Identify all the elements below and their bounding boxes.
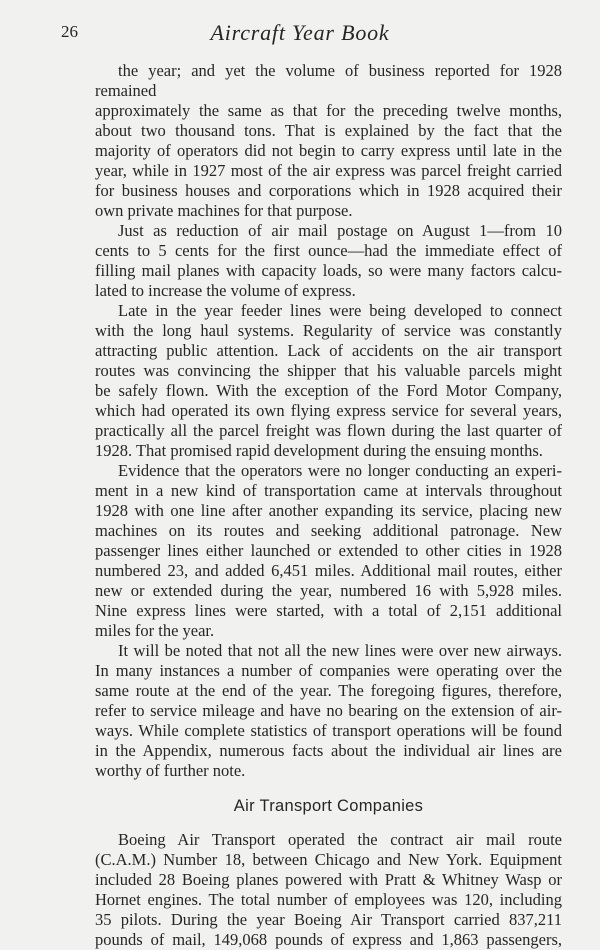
text-line: worthy of further note. <box>95 761 246 780</box>
text-line: be safely flown. With the exception of the Ford Motor Company, <box>95 381 562 400</box>
body-paragraphs <box>95 61 562 781</box>
text-line: miles for the year. <box>95 621 215 640</box>
paragraph <box>95 830 562 950</box>
text-line: in the Appendix, numerous facts about the individual air lines are <box>95 741 562 760</box>
paragraph <box>95 61 562 221</box>
page-header <box>60 22 540 46</box>
running-head: Aircraft Year Book <box>210 20 390 45</box>
paragraph <box>95 461 562 641</box>
text-line: Just as reduction of air mail postage on August 1—from 10 <box>118 221 562 240</box>
text-line: Boeing Air Transport operated the contract air mail route <box>118 830 562 849</box>
text-line: approximately the same as that for the preceding twelve months, <box>95 101 562 120</box>
text-line: 35 pilots. During the year Boeing Air Transport carried 837,211 <box>95 910 562 929</box>
text-line: 1928 with one line after another expanding its service, placing new <box>95 501 562 520</box>
section-paragraphs <box>95 830 562 950</box>
text-line: for business houses and corporations which in 1928 acquired their <box>95 181 562 200</box>
text-line: (C.A.M.) Number 18, between Chicago and New York. Equipment <box>95 850 562 869</box>
text-line: Evidence that the operators were no longer conducting an experi- <box>118 461 562 480</box>
text-line: same route at the end of the year. The foregoing figures, therefore, <box>95 681 562 700</box>
page-body <box>95 61 562 950</box>
text-line: cents to 5 cents for the first ounce—had the immediate effect of <box>95 241 562 260</box>
text-line: In many instances a number of companies were operating over the <box>95 661 562 680</box>
text-line: passenger lines either launched or extended to other cities in 1928 <box>95 541 562 560</box>
text-line: majority of operators did not begin to carry express until late in the <box>95 141 562 160</box>
text-line: pounds of mail, 149,068 pounds of express and 1,863 passengers, <box>95 930 562 949</box>
text-line: own private machines for that purpose. <box>95 201 353 220</box>
text-line: filling mail planes with capacity loads, so were many factors calcu- <box>95 261 562 280</box>
text-line: included 28 Boeing planes powered with Pratt & Whitney Wasp or <box>95 870 562 889</box>
text-line: It will be noted that not all the new lines were over new airways. <box>118 641 562 660</box>
text-line: with the long haul systems. Regularity of service was constantly <box>95 321 562 340</box>
text-line: ways. While complete statistics of transport operations will be found <box>95 721 562 740</box>
text-line: 1928. That promised rapid development during the ensuing months. <box>95 441 543 460</box>
text-line: machines on its routes and seeking additional patronage. New <box>95 521 562 540</box>
section-heading: Air Transport Companies <box>233 797 424 815</box>
text-line: Late in the year feeder lines were being developed to connect <box>118 301 562 320</box>
paragraph <box>95 221 562 301</box>
text-line: practically all the parcel freight was flown during the last quarter of <box>95 421 562 440</box>
text-line: lated to increase the volume of express. <box>95 281 356 300</box>
paragraph <box>95 641 562 781</box>
text-line: refer to service mileage and have no bearing on the extension of air- <box>95 701 562 720</box>
text-line: which had operated its own flying express service for several years, <box>95 401 562 420</box>
text-line: Nine express lines were started, with a total of 2,151 additional <box>95 601 562 620</box>
text-line: year, while in 1927 most of the air express was parcel freight carried <box>95 161 562 180</box>
text-line: routes was convincing the shipper that his valuable parcels might <box>95 361 562 380</box>
text-line: ment in a new kind of transportation came at intervals throughout <box>95 481 562 500</box>
text-line: Hornet engines. The total number of employees was 120, including <box>95 890 562 909</box>
text-line: new or extended during the year, numbered 16 with 5,928 miles. <box>95 581 562 600</box>
text-line: attracting public attention. Lack of accidents on the air transport <box>95 341 562 360</box>
text-line: about two thousand tons. That is explained by the fact that the <box>95 121 562 140</box>
text-line: the year; and yet the volume of business reported for 1928 remained <box>95 61 562 100</box>
paragraph <box>95 301 562 461</box>
text-line: numbered 23, and added 6,451 miles. Additional mail routes, either <box>95 561 562 580</box>
page-number: 26 <box>61 22 78 41</box>
